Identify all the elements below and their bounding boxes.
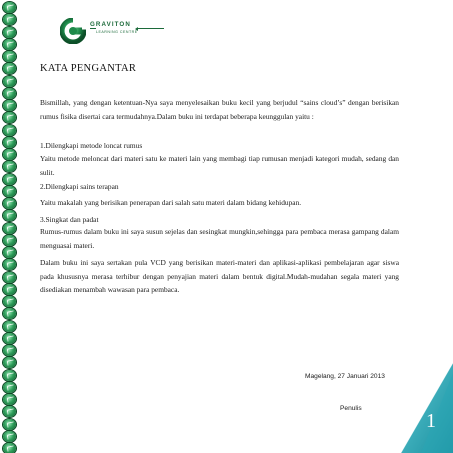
binding-ring (3, 14, 16, 25)
binding-ring (3, 161, 16, 172)
logo-divider (90, 28, 96, 29)
binding-ring (3, 125, 16, 136)
arrow-left-icon (138, 28, 164, 29)
binding-ring (3, 39, 16, 50)
binding-ring (3, 210, 16, 221)
binding-ring (3, 406, 16, 417)
page-title: KATA PENGANTAR (40, 63, 137, 74)
binding-ring (3, 247, 16, 258)
binding-ring (3, 100, 16, 111)
binding-ring (3, 2, 16, 13)
binding-ring (3, 394, 16, 405)
intro-paragraph: Bismillah, yang dengan ketentuan-Nya saya menyelesaikan buku kecil yang berjudul “sains cloud’s” dengan berisikan rumus fisika disertai cara termudahnya.Dalam buku ini terdapat beberapa keunggulan yaitu : (40, 98, 399, 121)
binding-ring (3, 443, 16, 453)
binding-ring (3, 112, 16, 123)
logo-name: GRAVITON (90, 21, 131, 28)
point-1-heading: 1.Dilengkapi metode loncat rumus (40, 141, 143, 150)
binding-ring (3, 27, 16, 38)
binding-ring (3, 223, 16, 234)
place-date: Magelang, 27 Januari 2013 (305, 373, 385, 380)
binding-ring (3, 174, 16, 185)
binding-ring (3, 308, 16, 319)
binding-ring (3, 370, 16, 381)
author-signature: Penulis (340, 405, 362, 412)
binding-ring (3, 198, 16, 209)
binding-ring (3, 149, 16, 160)
binding-ring (3, 259, 16, 270)
logo-tagline: LEARNING CENTRE (96, 30, 138, 34)
binding-ring (3, 137, 16, 148)
page-number: 1 (426, 410, 436, 432)
binding-ring (3, 357, 16, 368)
binding-ring (3, 419, 16, 430)
binding-ring (3, 186, 16, 197)
graviton-logo-icon (60, 18, 86, 44)
closing-paragraph: Dalam buku ini saya sertakan pula VCD yang berisikan materi-materi dan aplikasi-aplikasi pembelajaran agar siswa pada khususnya merasa terhibur dengan penyajian materi dalam bentuk digital.Mudah-mudahan segala materi yang disediakan menambah wawasan para pembaca. (40, 258, 399, 294)
binding-ring (3, 333, 16, 344)
binding-ring (3, 382, 16, 393)
binding-rings (0, 0, 20, 453)
binding-ring (3, 51, 16, 62)
point-1-body: Yaitu metode meloncat dari materi satu ke materi lain yang membagi tiap rumusan menjadi kategori mudah, sedang dan sulit. (40, 154, 399, 177)
point-2-heading: 2.Dilengkapi sains terapan (40, 182, 119, 191)
binding-ring (3, 296, 16, 307)
binding-ring (3, 431, 16, 442)
binding-ring (3, 88, 16, 99)
point-3-heading: 3.Singkat dan padat (40, 215, 99, 224)
binding-ring (3, 272, 16, 283)
page-corner-decoration (401, 363, 453, 453)
binding-ring (3, 345, 16, 356)
binding-ring (3, 284, 16, 295)
binding-ring (3, 235, 16, 246)
binding-ring (3, 321, 16, 332)
binding-ring (3, 63, 16, 74)
binding-ring (3, 76, 16, 87)
point-3-body: Rumus-rumus dalam buku ini saya susun sejelas dan sesingkat mungkin,sehingga para pembaca merasa gampang dalam menguasai materi. (40, 227, 399, 250)
graviton-logo (60, 18, 170, 44)
point-2-body: Yaitu makalah yang berisikan penerapan dari salah satu materi dalam bidang kehidupan. (40, 198, 302, 207)
